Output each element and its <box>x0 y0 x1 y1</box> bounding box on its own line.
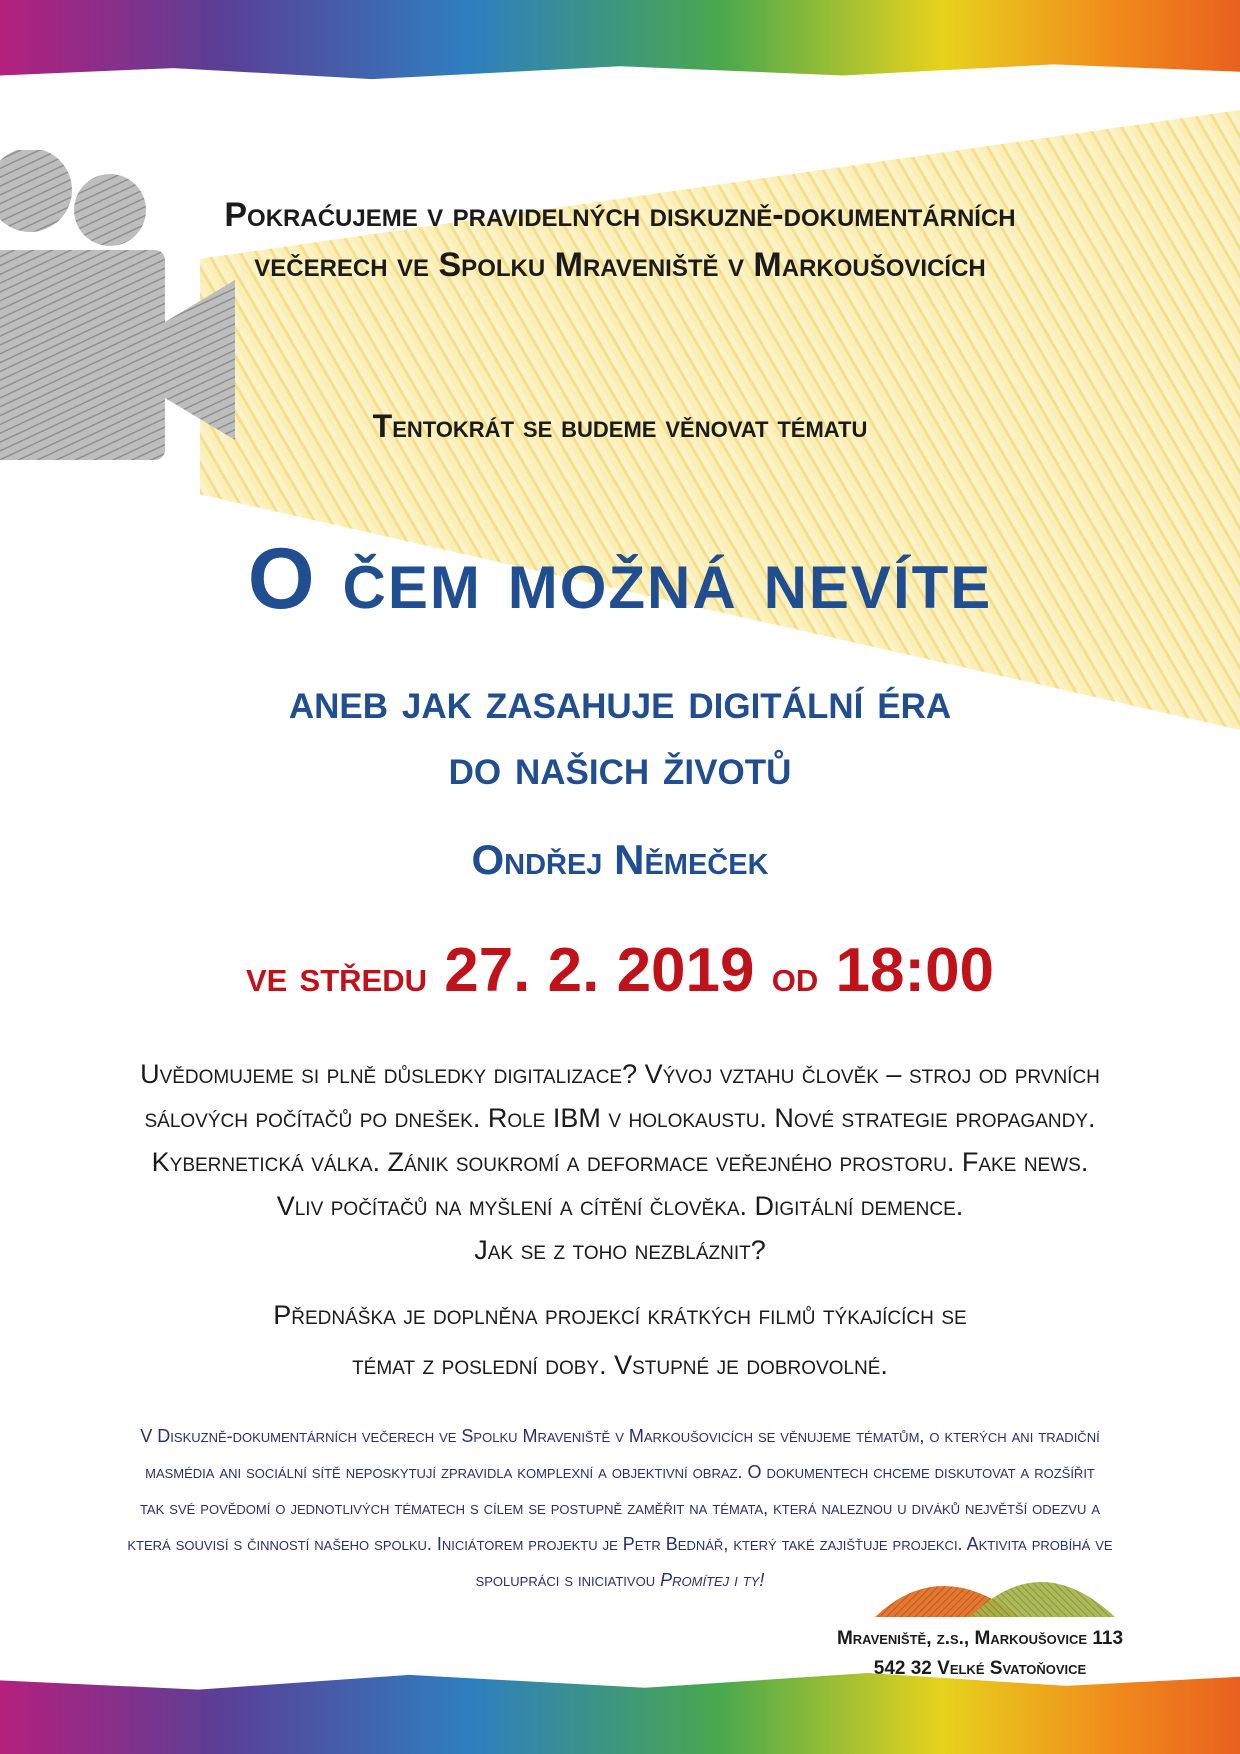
date-time: 18:00 <box>835 936 995 1005</box>
note-line: témat z poslední doby. Vstupné je dobrovolné. <box>352 1350 888 1380</box>
about-line: která souvisí s činností našeho spolku. Iniciátorem projektu je Petr Bednář, který také zajišťuje projekci. Aktivita probíhá ve <box>127 1534 1113 1554</box>
date-day: 27. 2. 2019 <box>444 936 755 1005</box>
poster-title: O čem možná nevíte <box>247 531 993 627</box>
description-line: Uvědomujeme si plně důsledky digitalizace? Vývoj vztahu člověk – stroj od prvních <box>140 1059 1100 1089</box>
poster-subtitle <box>0 668 1240 800</box>
initiative-name: Promítej i ty! <box>660 1570 765 1590</box>
description-line: Vliv počítačů na myšlení a cítění člověka. Digitální demence. <box>276 1191 964 1221</box>
speaker-name: Ondřej Němeček <box>471 836 769 883</box>
lecture-note <box>0 1290 1240 1390</box>
date-prefix: ve středu <box>245 952 427 1001</box>
description-line: sálových počítačů po dnešek. Role IBM v holokaustu. Nové strategie propagandy. <box>144 1103 1096 1133</box>
intro-line-2: večerech ve Spolku Mraveniště v Markoušovicích <box>254 246 986 284</box>
intro-text <box>0 190 1240 290</box>
about-line: tak své povědomí o jednotlivých tématech s cílem se postupně zaměřit na témata, která naleznou u diváků největší odezvu a <box>139 1498 1101 1518</box>
about-line: masmédia ani sociální sítě neposkytují zpravidla komplexní a objektivní obraz. O dokumentech chceme diskutovat a rozšířit <box>145 1462 1095 1482</box>
date-from: od <box>771 952 819 1001</box>
subtitle-line-2: do našich životů <box>448 739 792 795</box>
about-line-5-prefix: spolupráci s iniciativou <box>475 1570 656 1590</box>
lead-text: Tentokrát se budeme věnovat tématu <box>372 408 868 444</box>
note-line: Přednáška je doplněna projekcí krátkých filmů týkajících se <box>273 1300 967 1330</box>
intro-line-1: Pokraćujeme v pravidelných diskuzně-dokumentárních <box>224 196 1016 234</box>
rainbow-band-top <box>0 0 1240 92</box>
description-line: Kybernetická válka. Zánik soukromí a deformace veřejného prostoru. Fake news. <box>151 1147 1089 1177</box>
mraveniste-logo <box>870 1555 1120 1625</box>
event-date <box>0 935 1240 1006</box>
subtitle-line-1: aneb jak zasahuje digitální éra <box>288 673 952 729</box>
description-line: Jak se z toho nezbláznit? <box>474 1235 766 1265</box>
address-line-1: Mraveniště, z.s., Markoušovice 113 <box>836 1628 1124 1649</box>
about-line: V Diskuzně-dokumentárních večerech ve Spolku Mraveniště v Markoušovicích se věnujeme tématům, o kterých ani tradiční <box>140 1426 1100 1446</box>
address-line-2: 542 32 Velké Svatoňovice <box>873 1658 1087 1679</box>
description <box>0 1052 1240 1272</box>
